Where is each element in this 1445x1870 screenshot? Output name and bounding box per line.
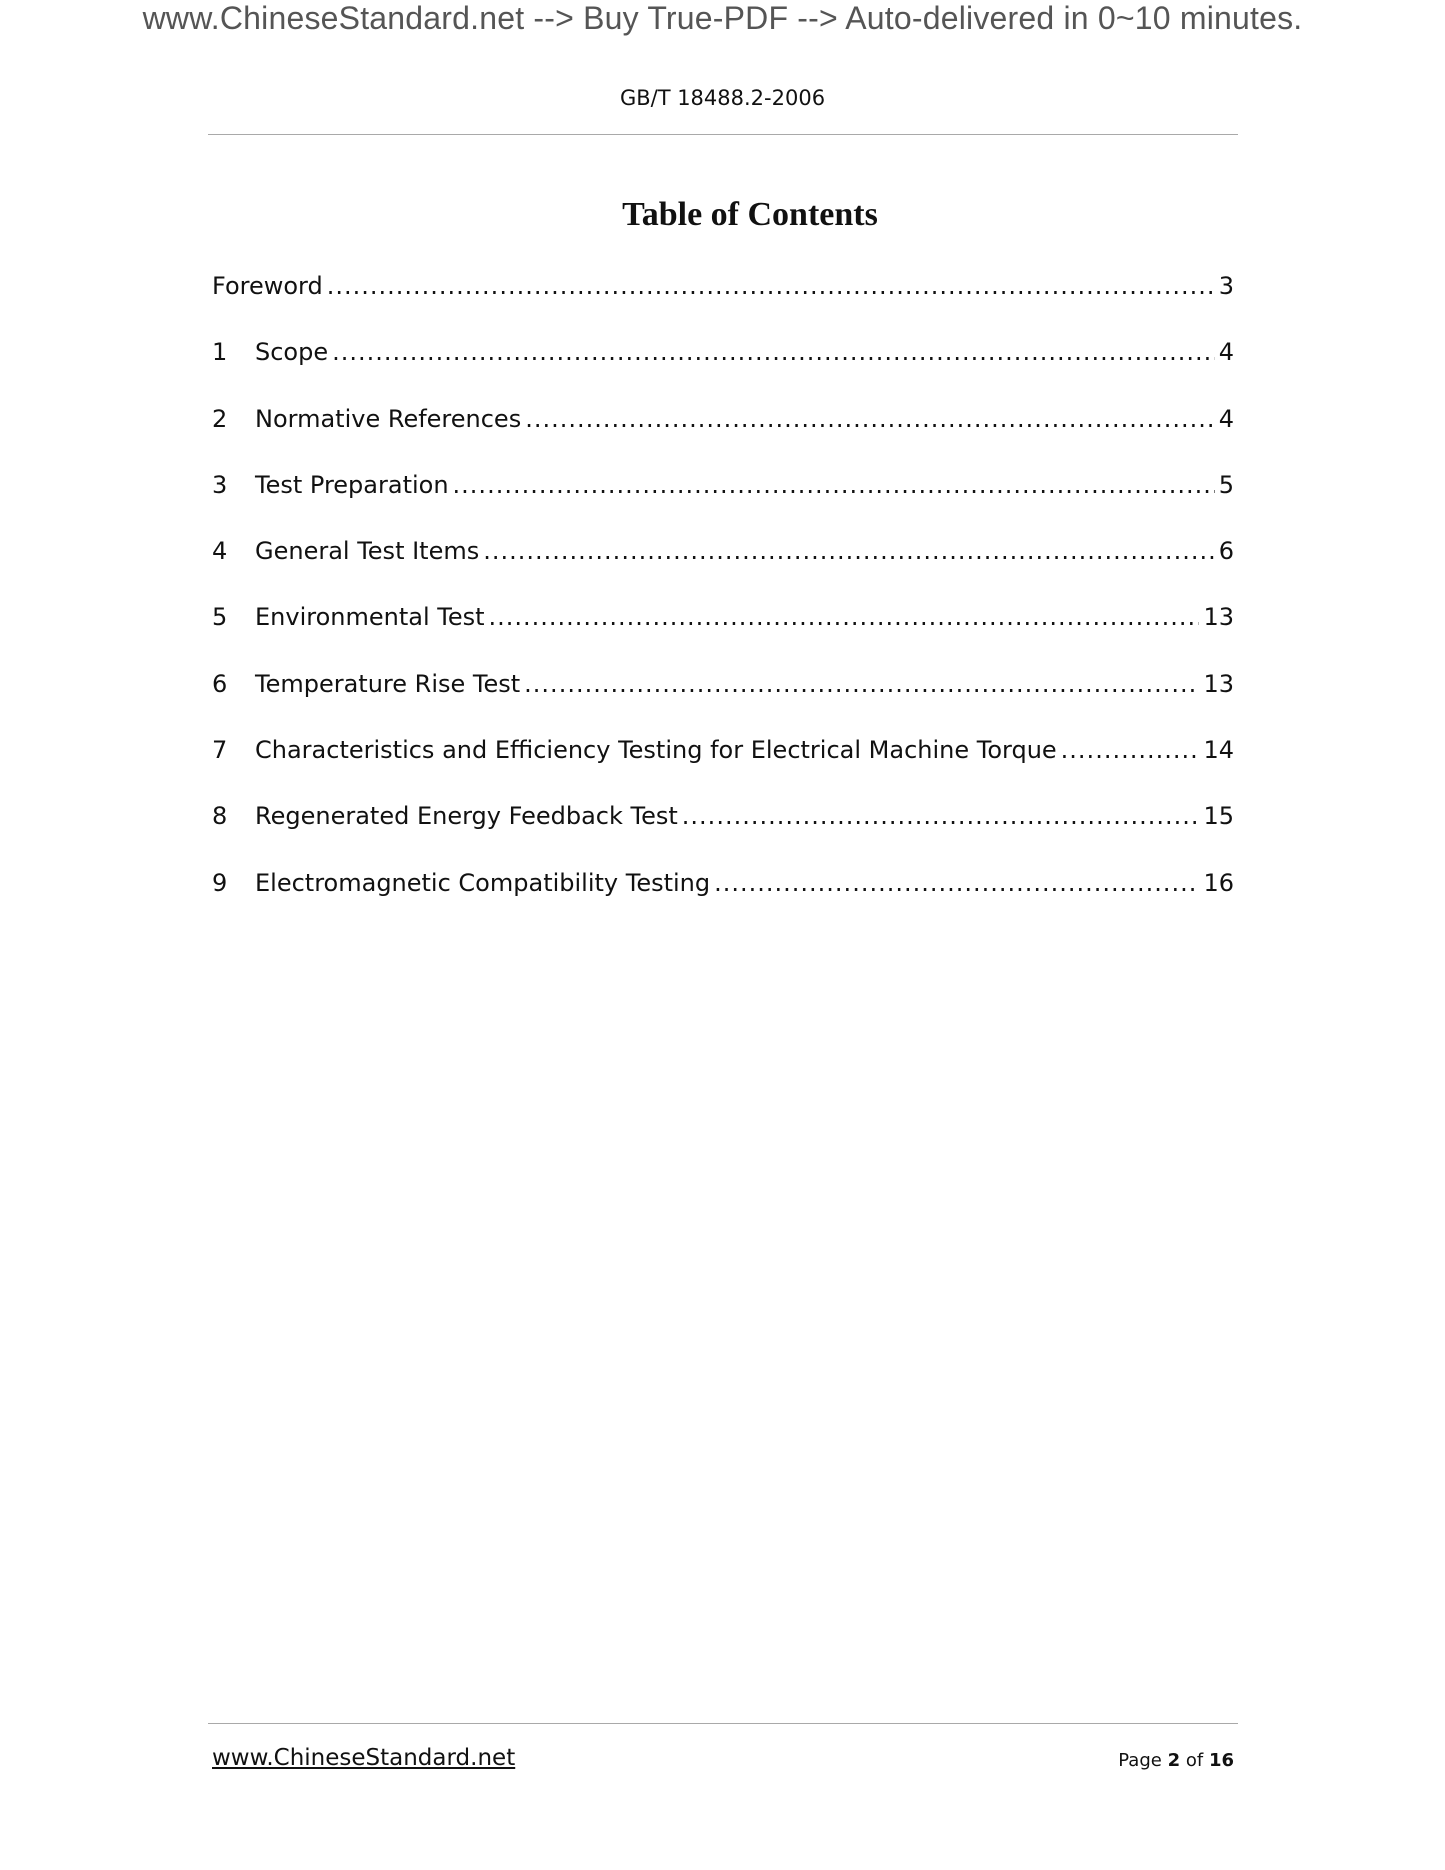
toc-entry-label: Scope bbox=[255, 338, 329, 367]
toc-dot-leader bbox=[1061, 736, 1200, 764]
toc-entry-temperature-rise-test[interactable] bbox=[212, 670, 1234, 736]
toc-entry-page: 6 bbox=[1218, 537, 1234, 566]
total-pages: 16 bbox=[1208, 1750, 1234, 1771]
toc-entry-number: 8 bbox=[212, 802, 228, 831]
toc-entry-general-test-items[interactable] bbox=[212, 537, 1234, 603]
toc-dot-leader bbox=[453, 471, 1215, 499]
toc-title: Table of Contents bbox=[622, 196, 878, 233]
toc-entry-torque-characteristics[interactable] bbox=[212, 736, 1234, 802]
toc-entry-test-preparation[interactable] bbox=[212, 471, 1234, 537]
page-of: of bbox=[1185, 1750, 1204, 1771]
toc-entry-page: 15 bbox=[1203, 802, 1234, 831]
toc-entry-number: 2 bbox=[212, 404, 228, 433]
toc-entry-label: General Test Items bbox=[255, 537, 480, 566]
toc-entry-page: 16 bbox=[1203, 868, 1234, 897]
toc-entry-number: 4 bbox=[212, 537, 228, 566]
toc-dot-leader bbox=[524, 670, 1199, 698]
toc-entry-page: 4 bbox=[1218, 338, 1234, 367]
toc-entry-label: Temperature Rise Test bbox=[255, 669, 521, 698]
footer-divider bbox=[208, 1723, 1238, 1724]
toc-entry-label: Regenerated Energy Feedback Test bbox=[255, 802, 678, 831]
toc-entry-page: 13 bbox=[1203, 603, 1234, 632]
header-divider bbox=[208, 134, 1238, 135]
toc-entry-label: Test Preparation bbox=[255, 470, 449, 499]
toc-dot-leader bbox=[483, 537, 1214, 565]
document-standard-code: GB/T 18488.2-2006 bbox=[619, 86, 826, 110]
page-number bbox=[1118, 1750, 1234, 1771]
toc-entry-scope[interactable] bbox=[212, 338, 1234, 404]
toc-entry-number: 6 bbox=[212, 669, 228, 698]
toc-dot-leader bbox=[332, 338, 1215, 366]
toc-entry-number: 5 bbox=[212, 603, 228, 632]
table-of-contents bbox=[212, 272, 1234, 935]
toc-entry-normative-references[interactable] bbox=[212, 405, 1234, 471]
toc-entry-label: Electromagnetic Compatibility Testing bbox=[255, 868, 711, 897]
toc-entry-number: 1 bbox=[212, 338, 228, 367]
toc-dot-leader bbox=[682, 802, 1200, 830]
promo-banner: www.ChineseStandard.net --> Buy True-PDF --> Auto-delivered in 0~10 minutes. bbox=[142, 0, 1303, 36]
toc-entry-page: 5 bbox=[1218, 470, 1234, 499]
toc-entry-label: Characteristics and Efficiency Testing for Electrical Machine Torque bbox=[255, 736, 1057, 765]
current-page: 2 bbox=[1167, 1750, 1181, 1771]
footer-website-link[interactable]: www.ChineseStandard.net bbox=[212, 1745, 516, 1771]
toc-entry-foreword[interactable] bbox=[212, 272, 1234, 338]
toc-entry-page: 3 bbox=[1218, 272, 1234, 300]
toc-entry-environmental-test[interactable] bbox=[212, 603, 1234, 669]
toc-dot-leader bbox=[714, 869, 1199, 897]
toc-entry-label: Normative References bbox=[255, 404, 522, 433]
toc-entry-page: 4 bbox=[1218, 404, 1234, 433]
toc-entry-number: 7 bbox=[212, 736, 228, 765]
toc-entry-label: Foreword bbox=[212, 272, 323, 300]
toc-dot-leader bbox=[327, 272, 1215, 300]
toc-entry-number: 9 bbox=[212, 868, 228, 897]
toc-dot-leader bbox=[489, 603, 1200, 631]
toc-entry-page: 13 bbox=[1203, 669, 1234, 698]
toc-entry-number: 3 bbox=[212, 470, 228, 499]
toc-dot-leader bbox=[525, 405, 1215, 433]
page-prefix: Page bbox=[1118, 1750, 1162, 1771]
toc-entry-regenerated-energy-feedback[interactable] bbox=[212, 802, 1234, 868]
toc-entry-emc-testing[interactable] bbox=[212, 869, 1234, 935]
toc-entry-label: Environmental Test bbox=[255, 603, 485, 632]
toc-entry-page: 14 bbox=[1203, 736, 1234, 765]
